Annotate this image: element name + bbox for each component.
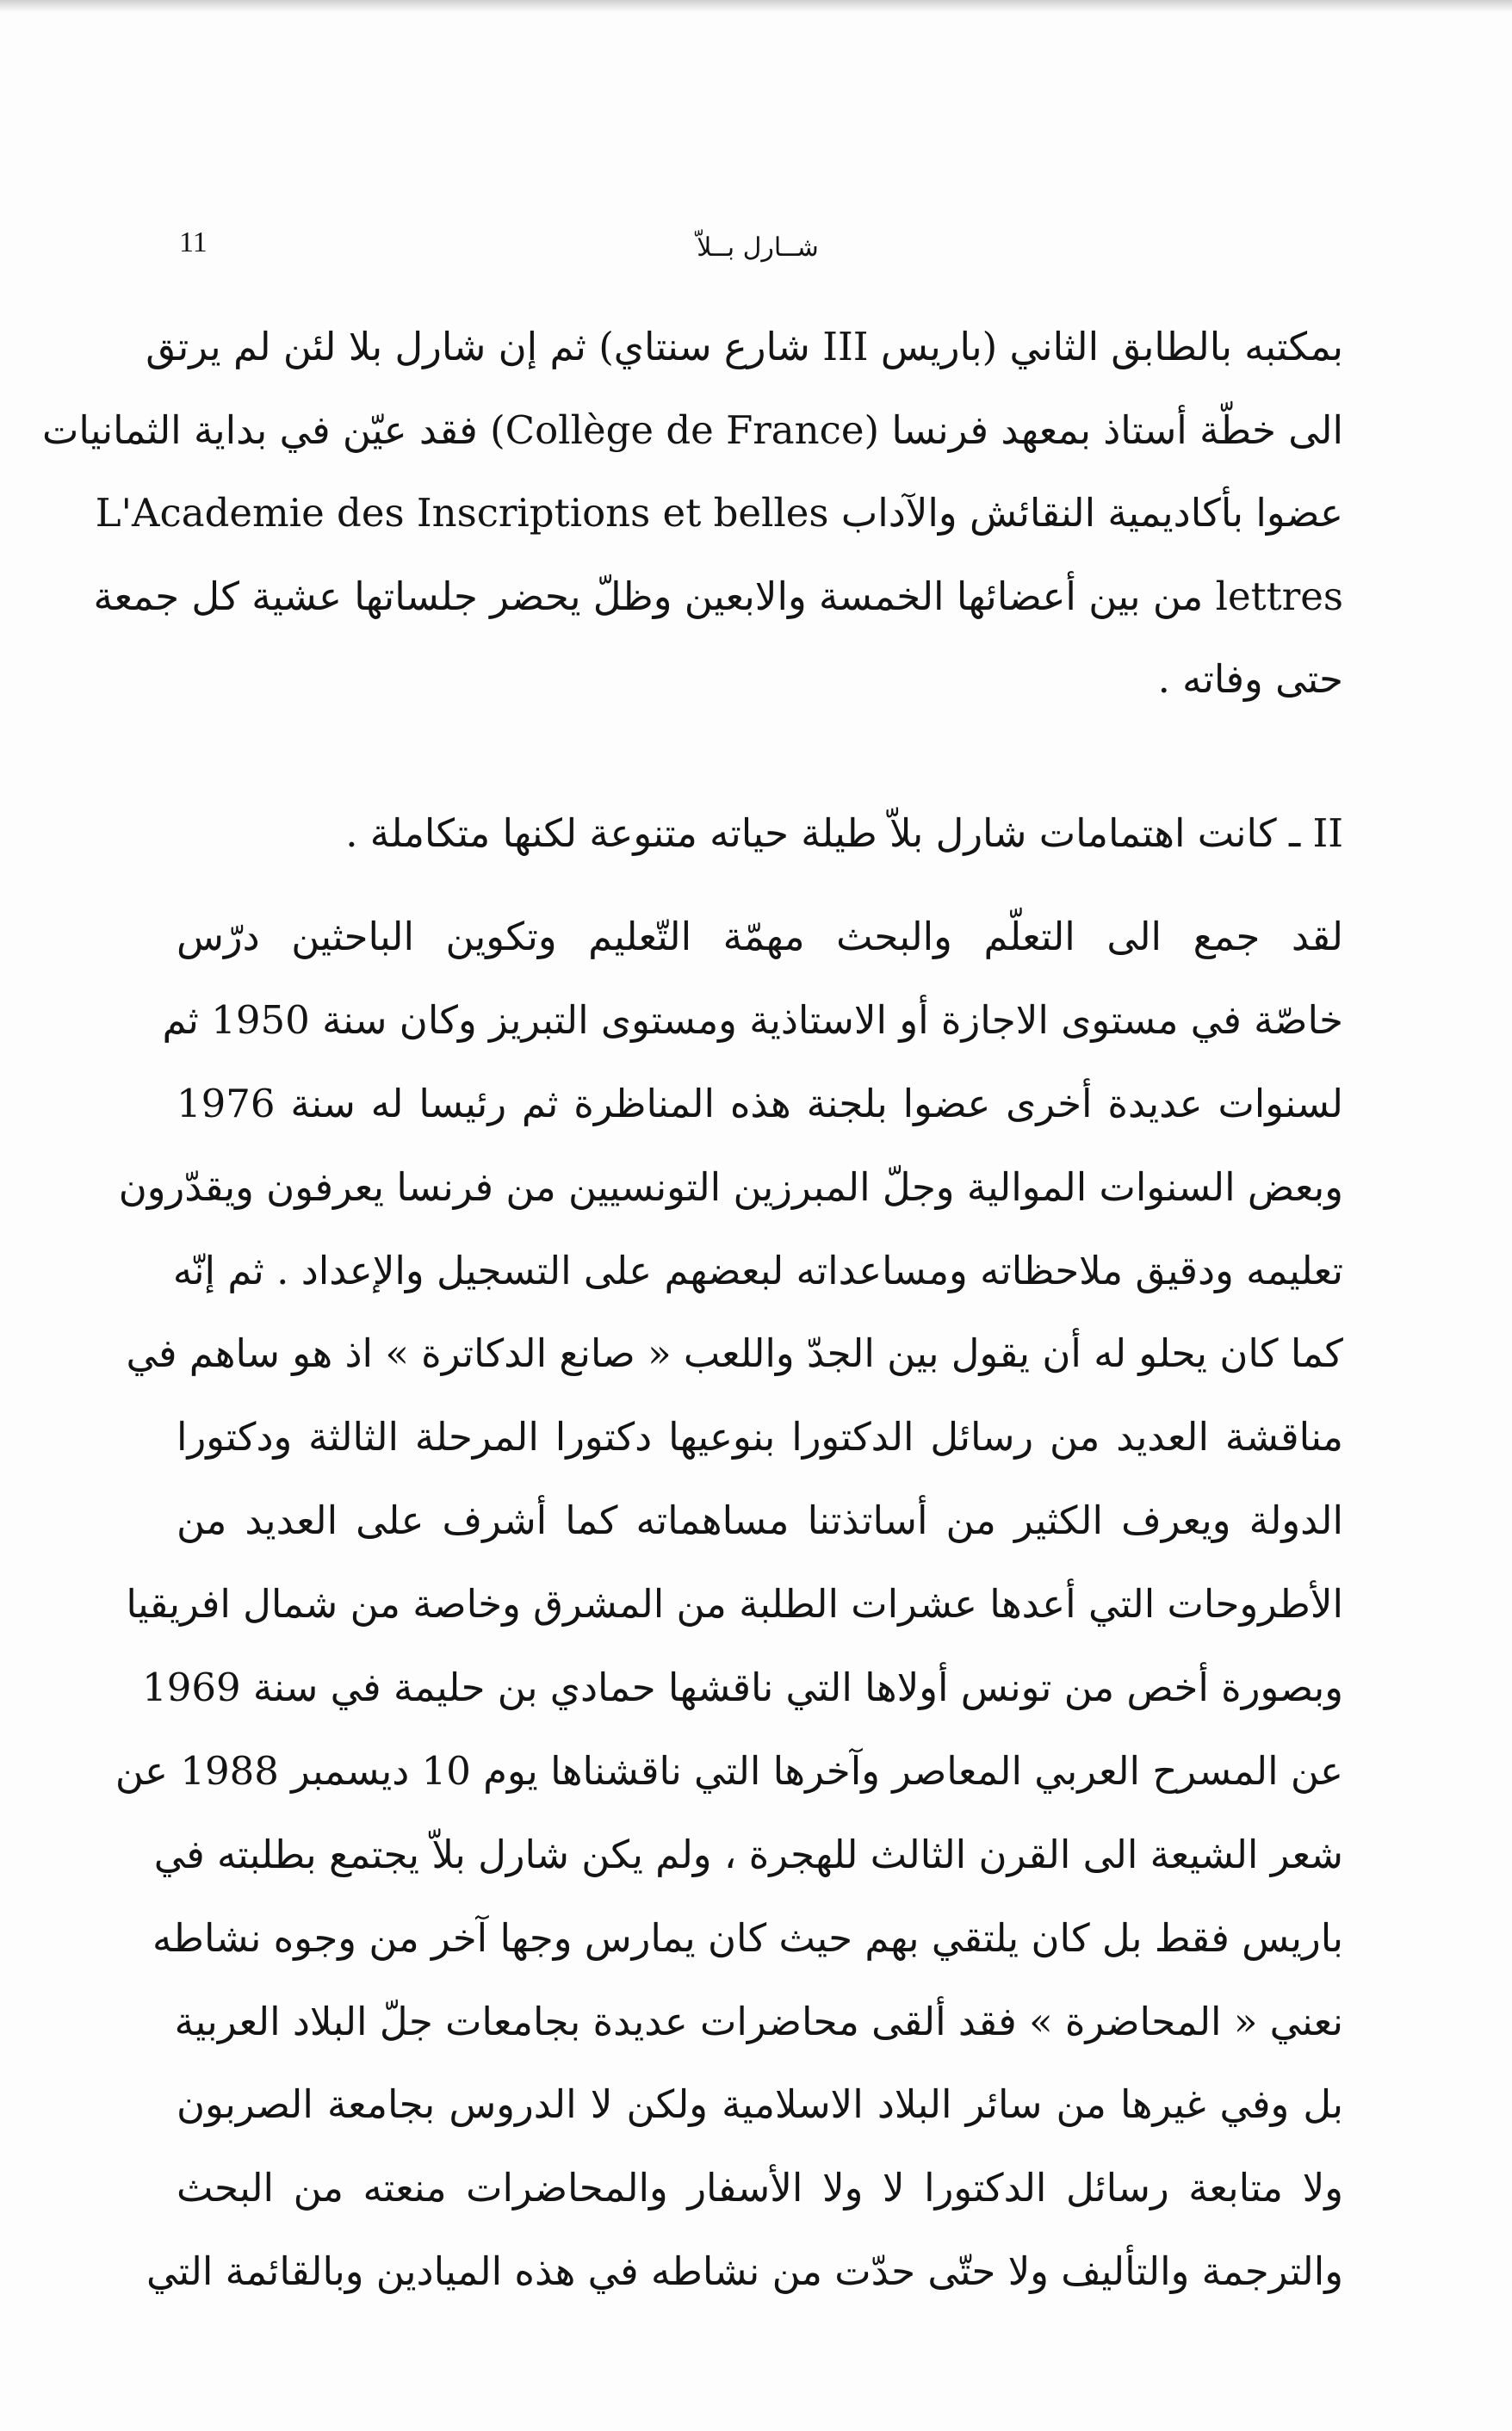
text-line: بمكتبه بالطابق الثاني (باريس III شارع سنتاي) ثم إن شارل بلا لئن لم يرتق bbox=[146, 324, 1343, 369]
text-line: الدولة ويعرف الكثير من أساتذتنا مساهماته كما أشرف على العديد من bbox=[177, 1498, 1343, 1544]
text-line: عن المسرح العربي المعاصر وآخرها التي ناقشناها يوم 10 ديسمبر 1988 عن bbox=[115, 1747, 1343, 1794]
text-line: الأطروحات التي أعدها عشرات الطلبة من المشرق وخاصة من شمال افريقيا bbox=[126, 1581, 1343, 1628]
text-line: تعليمه ودقيق ملاحظاته ومساعداته لبعضهم على التسجيل والإعداد . ثم إنّه bbox=[172, 1247, 1343, 1293]
text-line: عضوا بأكاديمية النقائش والآداب L'Academie des Inscriptions et belles bbox=[95, 490, 1343, 536]
text-line: كما كان يحلو له أن يقول بين الجدّ واللعب « صانع الدكاترة » اذ هو ساهم في bbox=[126, 1330, 1343, 1377]
text-line: خاصّة في مستوى الاجازة أو الاستاذية ومستوى التبريز وكان سنة 1950 ثم bbox=[162, 996, 1343, 1043]
paragraph-2 bbox=[115, 896, 1343, 2314]
page-header bbox=[172, 226, 1343, 277]
text-line: لسنوات عديدة أخرى عضوا بلجنة هذه المناظرة ثم رئيسا له سنة 1976 bbox=[177, 1080, 1343, 1126]
text-line: II ـ كانت اهتمامات شارل بلاّ طيلة حياته متنوعة لكنها متكاملة . bbox=[345, 810, 1343, 856]
text-line: باريس فقط بل كان يلتقي بهم حيث كان يمارس وجها آخر من وجوه نشاطه bbox=[152, 1914, 1343, 1961]
scan-edge bbox=[0, 0, 1512, 12]
text-line: مناقشة العديد من رسائل الدكتورا بنوعيها دكتورا المرحلة الثالثة ودكتورا bbox=[177, 1414, 1343, 1460]
text-line: حتى وفاته . bbox=[1157, 656, 1343, 702]
text-line: شعر الشيعة الى القرن الثالث للهجرة ، ولم يكن شارل بلاّ يجتمع بطلبته في bbox=[153, 1831, 1343, 1877]
page-number: 11 bbox=[179, 226, 208, 258]
text-line: lettres من بين أعضائها الخمسة والابعين وظلّ يحضر جلساتها عشية كل جمعة bbox=[93, 573, 1343, 619]
text-line: بل وفي غيرها من سائر البلاد الاسلامية ولكن لا الدروس بجامعة الصربون bbox=[177, 2081, 1343, 2128]
text-line: لقد جمع الى التعلّم والبحث مهمّة التّعليم وتكوين الباحثين درّس bbox=[177, 914, 1343, 959]
text-line: وبعض السنوات الموالية وجلّ المبرزين التونسيين من فرنسا يعرفون ويقدّرون bbox=[118, 1163, 1343, 1210]
text-line: الى خطّة أستاذ بمعهد فرنسا (Collège de France) فقد عيّن في بداية الثمانيات bbox=[41, 406, 1343, 453]
text-line: وبصورة أخص من تونس أولاها التي ناقشها حمادي بن حليمة في سنة 1969 bbox=[142, 1665, 1343, 1711]
running-title: شــارل بــلاّ bbox=[697, 233, 819, 263]
text-line: ولا متابعة رسائل الدكتورا لا ولا الأسفار والمحاضرات منعته من البحث bbox=[177, 2165, 1343, 2211]
section-heading bbox=[177, 792, 1343, 875]
text-line: والترجمة والتأليف ولا حتّى حدّت من نشاطه في هذه الميادين وبالقائمة التي bbox=[146, 2248, 1343, 2295]
text-line: نعني « المحاضرة » فقد ألقى محاضرات عديدة بجامعات جلّ البلاد العربية bbox=[174, 1998, 1343, 2044]
paragraph-1 bbox=[41, 306, 1343, 722]
